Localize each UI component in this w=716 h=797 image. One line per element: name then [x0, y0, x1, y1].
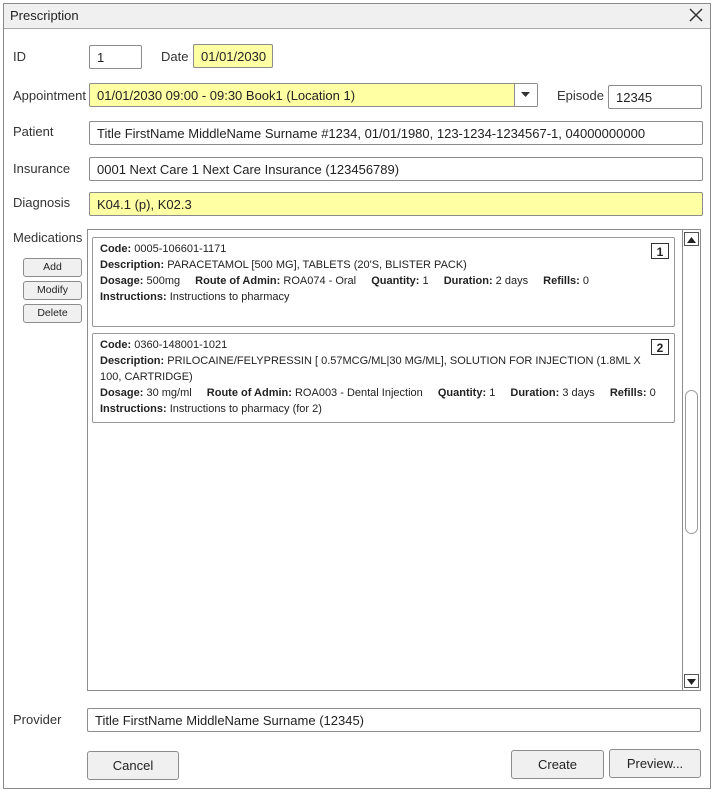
insurance-field[interactable]: 0001 Next Care 1 Next Care Insurance (123456789)	[89, 157, 703, 181]
cancel-button[interactable]: Cancel	[87, 751, 179, 780]
diagnosis-label: Diagnosis	[13, 195, 71, 210]
medication-code-line: Code: 0005-106601-1171	[100, 243, 227, 255]
medication-details-line: Dosage: 30 mg/ml Route of Admin: ROA003 - Dental Injection Quantity: 1 Duration: 3 days Refills: 0	[100, 387, 656, 399]
medication-instructions: Instructions to pharmacy (for 2)	[169, 403, 322, 415]
provider-field[interactable]: Title FirstName MiddleName Surname (12345)	[87, 708, 701, 732]
arrow-up-icon	[685, 234, 698, 246]
scrollbar-thumb[interactable]	[685, 390, 698, 534]
id-label: ID	[13, 49, 26, 64]
episode-label: Episode	[557, 88, 604, 103]
medication-number: 1	[651, 243, 669, 259]
medication-card[interactable]	[92, 333, 675, 423]
provider-label: Provider	[13, 712, 62, 727]
arrow-down-icon	[685, 676, 698, 688]
appointment-select[interactable]	[89, 83, 538, 107]
medication-number: 2	[651, 339, 669, 355]
diagnosis-field[interactable]: K04.1 (p), K02.3	[89, 192, 703, 216]
appointment-label: Appointment	[13, 88, 86, 103]
chevron-down-icon	[521, 92, 530, 97]
medications-label: Medications	[13, 230, 83, 245]
medication-description: PARACETAMOL [500 MG], TABLETS (20'S, BLISTER PACK)	[167, 259, 467, 271]
medication-description: PRILOCAINE/FELYPRESSIN [ 0.57MCG/ML|30 MG/ML], SOLUTION FOR INJECTION (1.8ML X 100, CARTRIDGE)	[100, 355, 641, 383]
id-field[interactable]: 1	[89, 45, 142, 69]
appointment-dropdown-button[interactable]	[514, 84, 537, 106]
medications-scrollbar[interactable]	[682, 229, 701, 691]
episode-field[interactable]: 12345	[608, 85, 702, 109]
scroll-up-button[interactable]	[684, 232, 699, 246]
window-title: Prescription	[10, 8, 79, 23]
patient-field[interactable]: Title FirstName MiddleName Surname #1234, 01/01/1980, 123-1234-1234567-1, 04000000000	[89, 121, 703, 145]
medication-code: 0360-148001-1021	[134, 339, 228, 351]
medication-instructions: Instructions to pharmacy	[169, 291, 290, 303]
title-bar	[4, 4, 710, 29]
medication-description-line: Description: PARACETAMOL [500 MG], TABLETS (20'S, BLISTER PACK)	[100, 259, 467, 271]
medication-description-line: Description: PRILOCAINE/FELYPRESSIN [ 0.57MCG/ML|30 MG/ML], SOLUTION FOR INJECTION (1.8ML X 100, CARTRIDGE)	[100, 355, 641, 383]
create-button[interactable]: Create	[511, 750, 604, 779]
appointment-value: 01/01/2030 09:00 - 09:30 Book1 (Location 1)	[97, 88, 356, 103]
medication-code-line: Code: 0360-148001-1021	[100, 339, 228, 351]
scroll-down-button[interactable]	[684, 674, 699, 688]
medication-card[interactable]	[92, 237, 675, 327]
modify-medication-button[interactable]: Modify	[23, 281, 82, 300]
medication-code: 0005-106601-1171	[134, 243, 227, 255]
delete-medication-button[interactable]: Delete	[23, 304, 82, 323]
preview-button[interactable]: Preview...	[609, 749, 701, 778]
medication-details-line: Dosage: 500mg Route of Admin: ROA074 - Oral Quantity: 1 Duration: 2 days Refills: 0	[100, 275, 590, 287]
add-medication-button[interactable]: Add	[23, 258, 82, 277]
medication-instructions-line: Instructions: Instructions to pharmacy	[100, 291, 290, 303]
patient-label: Patient	[13, 124, 54, 139]
close-icon[interactable]	[688, 7, 704, 23]
date-label: Date	[161, 49, 189, 64]
insurance-label: Insurance	[13, 161, 71, 176]
date-field[interactable]: 01/01/2030	[193, 44, 273, 68]
medication-instructions-line: Instructions: Instructions to pharmacy (for 2)	[100, 403, 322, 415]
